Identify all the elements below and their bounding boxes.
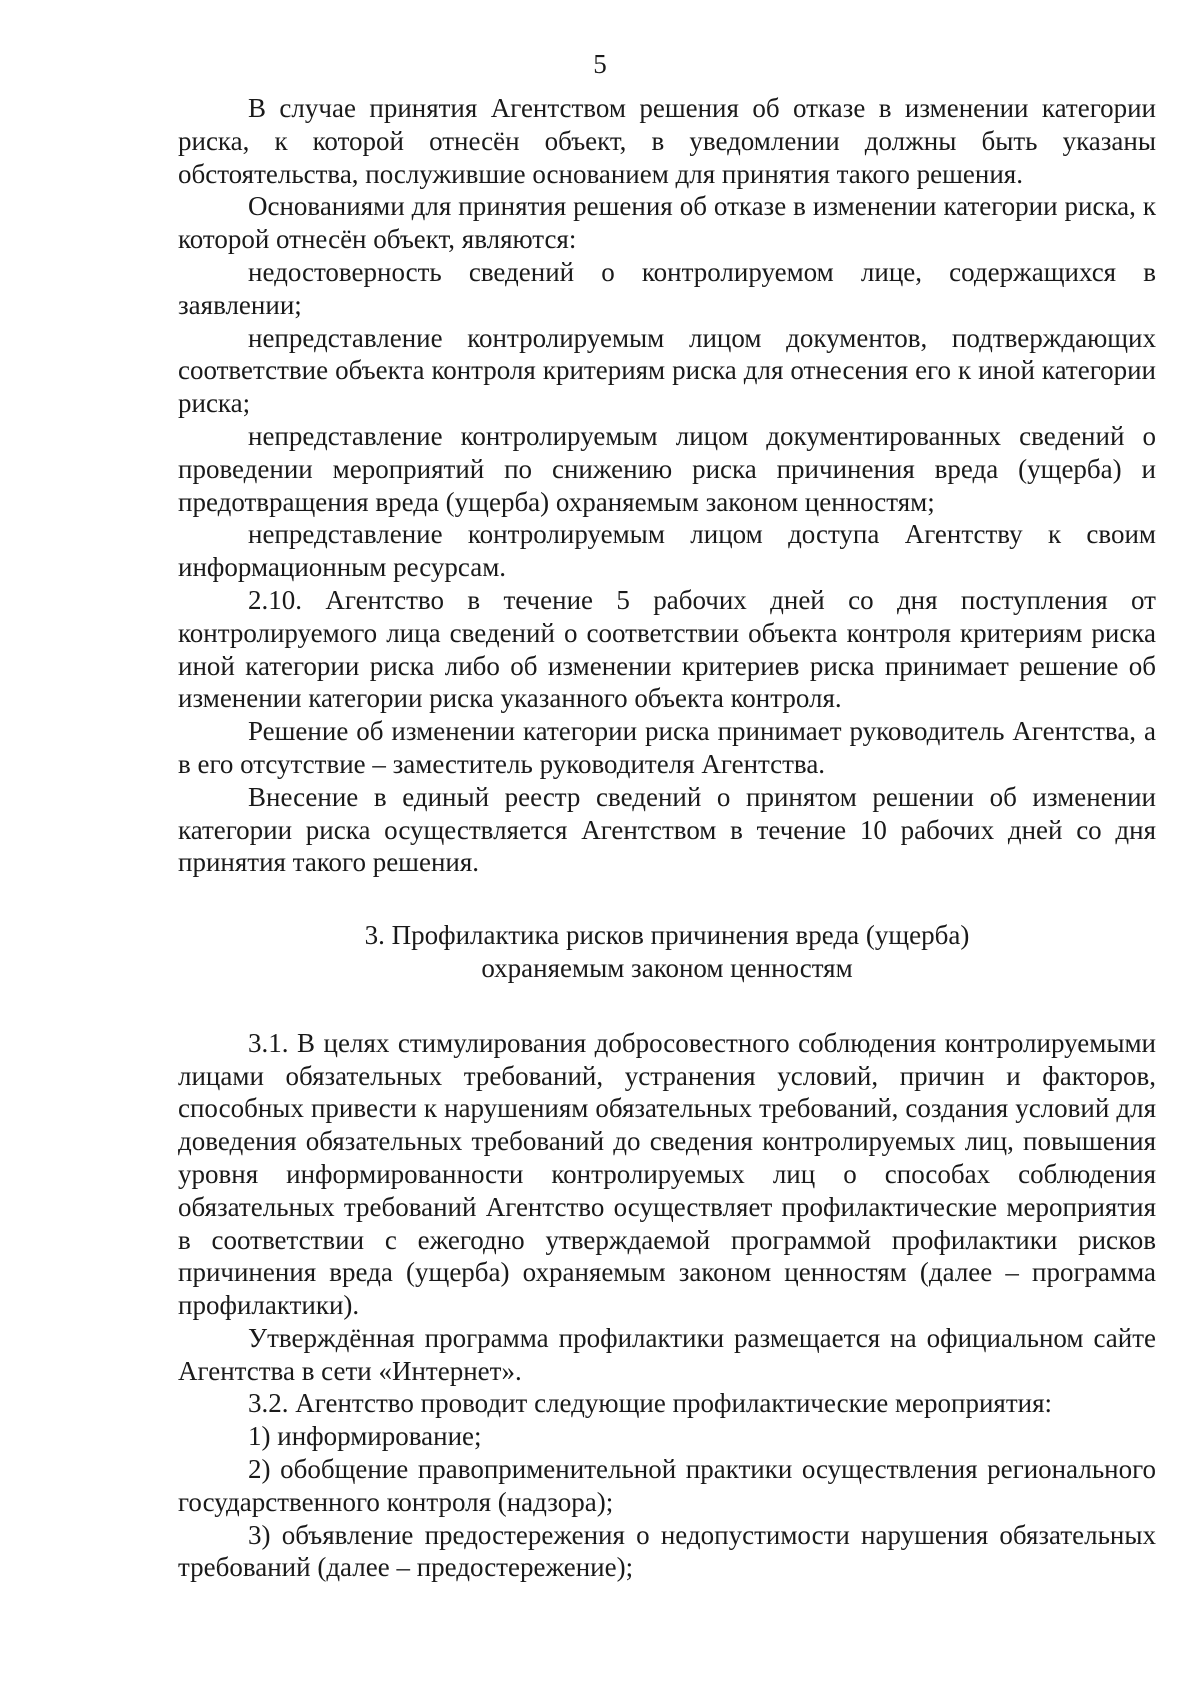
list-item-warning: 3) объявление предостережения о недопустимости нарушения обязательных требований (далее – предостережение); — [178, 1519, 1156, 1583]
page-number: 5 — [593, 49, 607, 79]
document-body — [178, 92, 1156, 1584]
paragraph-refusal-grounds: Основаниями для принятия решения об отказе в изменении категории риска, к которой отнесён объект, являются: — [178, 191, 1156, 255]
section-3-heading-line-2: охраняемым законом ценностям — [481, 952, 853, 983]
paragraph-3-2: 3.2. Агентство проводит следующие профилактические мероприятия: — [248, 1388, 1053, 1419]
paragraph-refusal-notice: В случае принятия Агентством решения об отказе в изменении категории риска, к которой отнесён объект, в уведомлении должны быть указаны обстоятельства, послужившие основанием для принятия такого решения. — [178, 93, 1156, 189]
paragraph-ground-no-measures-info: непредставление контролируемым лицом документированных сведений о проведении мероприятий по снижению риска причинения вреда (ущерба) и предотвращения вреда (ущерба) охраняемым законом ценностям; — [178, 420, 1156, 517]
list-item-generalization: 2) обобщение правоприменительной практики осуществления регионального государственного контроля (надзора); — [178, 1454, 1156, 1517]
paragraph-3-1: 3.1. В целях стимулирования добросовестного соблюдения контролируемыми лицами обязательных требований, устранения условий, причин и факторов, способных привести к нарушениям обязательных требований, создания условий для доведения обязательных требований до сведения контролируемых лиц, повышения уровня информированности контролируемых лиц о способах соблюдения обязательных требований Агентство осуществляет профилактические мероприятия в соответствии с ежегодно утверждаемой программой профилактики рисков причинения вреда (ущерба) охраняемым законом ценностям (далее – программа профилактики). — [178, 1027, 1156, 1321]
section-3-heading — [178, 919, 1156, 985]
paragraph-ground-no-access: непредставление контролируемым лицом доступа Агентству к своим информационным ресурсам. — [178, 519, 1156, 583]
paragraph-ground-no-documents: непредставление контролируемым лицом документов, подтверждающих соответствие объекта контроля критериям риска для отнесения его к иной категории риска; — [178, 322, 1156, 419]
paragraph-2-10: 2.10. Агентство в течение 5 рабочих дней со дня поступления от контролируемого лица сведений о соответствии объекта контроля критериям риска иной категории риска либо об изменении критериев риска принимает решение об изменении категории риска указанного объекта контроля. — [178, 584, 1156, 714]
paragraph-registry-entry: Внесение в единый реестр сведений о принятом решении об изменении категории риска осуществляется Агентством в течение 10 рабочих дней со дня принятия такого решения. — [178, 781, 1156, 878]
paragraph-decision-maker: Решение об изменении категории риска принимает руководитель Агентства, а в его отсутствие – заместитель руководителя Агентства. — [178, 716, 1156, 779]
list-item-informing: 1) информирование; — [248, 1421, 482, 1452]
section-3-heading-line-1: 3. Профилактика рисков причинения вреда (ущерба) — [364, 920, 970, 951]
paragraph-ground-unreliable-info: недостоверность сведений о контролируемом лице, содержащихся в заявлении; — [178, 256, 1156, 320]
paragraph-program-published: Утверждённая программа профилактики размещается на официальном сайте Агентства в сети «Интернет». — [178, 1322, 1156, 1386]
